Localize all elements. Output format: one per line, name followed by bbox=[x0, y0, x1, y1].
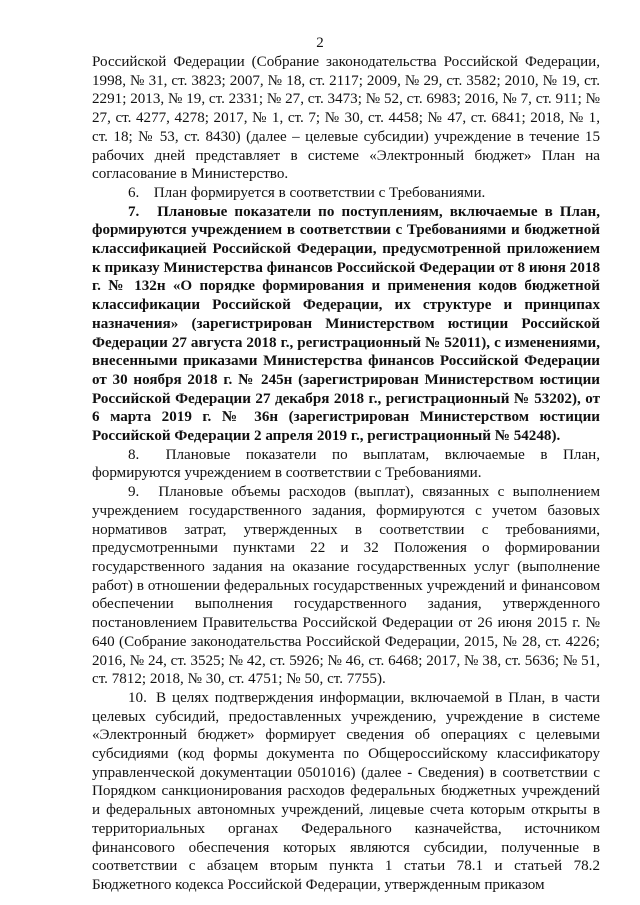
paragraph-text: Плановые объемы расходов (выплат), связанных с выполнением учреждением государственного задания, формируются с учетом базовых нормативов затрат, утвержденных в соответствии с требованиями, предусмотренными пунктами 22 и 32 Положения о формировании государственного задания на оказание государственных услуг (выполнение работ) в отношении федеральных государственных учреждений и финансовом обеспечении выполнения государственного задания, утвержденного постановлением Правительства Российской Федерации от 26 июня 2015 г. № 640 (Собрание законодательства Российской Федерации, 2015, № 28, ст. 4226; 2016, № 24, ст. 3525; № 42, ст. 5926; № 46, ст. 6468; 2017, № 38, ст. 5636; № 51, ст. 7812; 2018, № 30, ст. 4751; № 50, ст. 7755). bbox=[92, 484, 600, 688]
paragraph-text: В целях подтверждения информации, включаемой в План, в части целевых субсидий, предоставленных учреждению, учреждение в системе «Электронный бюджет» формирует сведения об операциях с целевыми субсидиями (код формы документа по Общероссийскому классификатору управленческой документации 0501016) (далее - Сведения) в соответствии с Порядком санкционирования расходов федеральных бюджетных учреждений и федеральных автономных учреждений, лицевые счета которым открыты в территориальных органах Федерального казначейства, источником финансового обеспечения которых являются субсидии, полученные в соответствии с абзацем вторым пункта 1 статьи 78.1 и статьей 78.2 Бюджетного кодекса Российской Федерации, утвержденным приказом bbox=[92, 689, 601, 893]
paragraph-8 bbox=[92, 446, 600, 483]
paragraph-number: 9. bbox=[128, 484, 140, 501]
paragraph-text: Плановые показатели по поступлениям, включаемые в План, формируются учреждением в соответствии с Требованиями и бюджетной классификацией Российской Федерации, предусмотренной приложением к приказу Министерства финансов Российской Федерации от 8 июня 2018 г. № 132н «О порядке формирования и применения кодов бюджетной классификации Российской Федерации, их структуре и принципах назначения» (зарегистрирован Министерством юстиции Российской Федерации 27 августа 2018 г., регистрационный № 52011), с изменениями, внесенными приказами Министерства финансов Российской Федерации от 30 ноября 2018 г. № 245н (зарегистрирован Министерством юстиции Российской Федерации 27 декабря 2018 г., регистрационный № 53202), от 6 марта 2019 г. № 36н (зарегистрирован Министерством юстиции Российской Федерации 2 апреля 2019 г., регистрационный № 54248). bbox=[92, 203, 600, 445]
paragraph-text: Плановые показатели по выплатам, включаемые в План, формируются учреждением в соответствии с Требованиями. bbox=[92, 446, 600, 482]
paragraph-text: План формируется в соответствии с Требованиями. bbox=[153, 184, 486, 201]
paragraph-text: Российской Федерации (Собрание законодательства Российской Федерации, 1998, № 31, ст. 3823; 2007, № 18, ст. 2117; 2009, № 29, ст. 3582; 2010, № 19, ст. 2291; 2013, № 19, ст. 2331; № 27, ст. 3473; № 52, ст. 6983; 2016, № 7, ст. 911; № 27, ст. 4277, 4278; 2017, № 1, ст. 7; № 30, ст. 4458; № 47, ст. 6841; 2018, № 1, ст. 18; № 53, ст. 8430) (далее – целевые субсидии) учреждение в течение 15 рабочих дней представляет в системе «Электронный бюджет» План на согласование в Министерство. bbox=[92, 54, 600, 183]
page-number: 2 bbox=[316, 35, 324, 51]
paragraph-number: 6. bbox=[128, 184, 140, 201]
paragraph-10 bbox=[92, 689, 600, 895]
paragraph-number: 10. bbox=[128, 689, 147, 706]
paragraph-9 bbox=[92, 483, 600, 689]
paragraph-6 bbox=[92, 184, 600, 203]
paragraph-continuation bbox=[92, 53, 600, 184]
paragraph-number: 7. bbox=[128, 203, 140, 220]
paragraph-7 bbox=[92, 203, 600, 446]
paragraph-number: 8. bbox=[128, 446, 140, 463]
document-body bbox=[92, 53, 600, 895]
